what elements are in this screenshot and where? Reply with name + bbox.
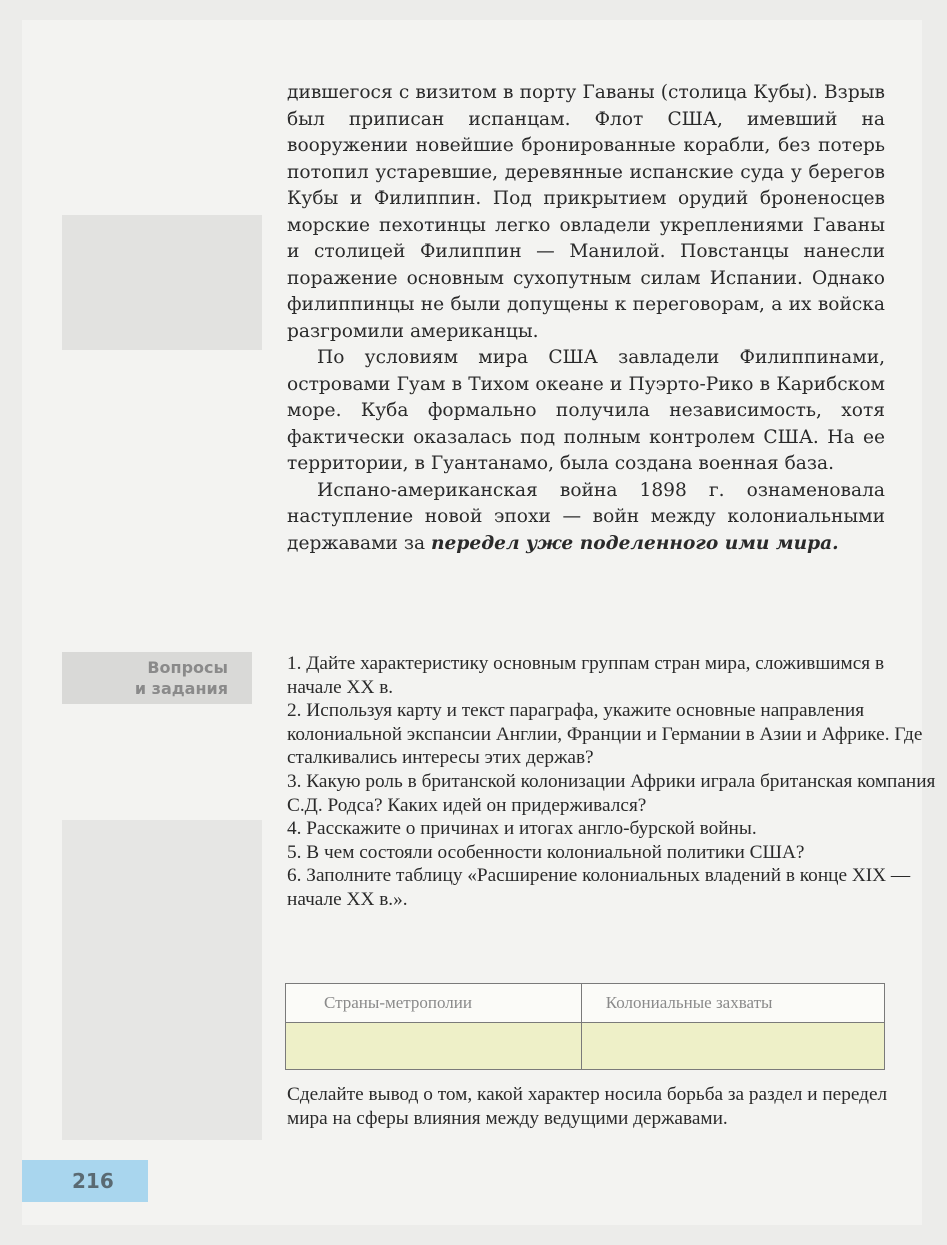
questions-section-label: [62, 652, 252, 704]
table-cell-empty: [286, 1023, 582, 1070]
paragraph: По условиям мира США завладели Филиппинами, островами Гуам в Тихом океане и Пуэрто-Рико в Карибском море. Куба формально получила независимость, хотя фактически оказалась под полным контролем США. На ее территории, в Гуантанамо, была создана военная база.: [287, 347, 885, 474]
table-header-cell: Колониальные захваты: [581, 984, 884, 1023]
paragraph: дившегося с визитом в порту Гаваны (столица Кубы). Взрыв был приписан испанцам. Флот США, имевший на вооружении новейшие бронированные корабли, без потерь потопил устаревшие, деревянные испанские суда у берегов Кубы и Филиппин. Под прикрытием орудий броненосцев морские пехотинцы легко овладели укреплениями Гаваны и столицей Филиппин — Манилой. Повстанцы нанесли поражение основным сухопутным силам Испании. Однако филиппинцы не были допущены к переговорам, а их войска разгромили американцы.: [287, 82, 885, 342]
main-text: [287, 80, 885, 557]
conclusion-task: Сделайте вывод о том, какой характер носила борьба за раздел и передел мира на сферы влияния между ведущими державами.: [287, 1084, 888, 1129]
label-line: и задания: [134, 679, 228, 698]
question-item: 3. Какую роль в британской колонизации Африки играла британская компания С.Д. Родса? Каких идей он придерживался?: [287, 770, 936, 816]
paragraph-text: Испано-американская война 1898 г. ознаменовала наступление новой эпохи — войн между колониальными державами за: [287, 479, 885, 554]
margin-shade-block: [62, 820, 262, 1140]
question-item: 6. Заполните таблицу «Расширение колониальных владений в конце XIX — начале XX в.».: [287, 865, 911, 910]
question-item: 4. Расскажите о причинах и итогах англо-бурской войны.: [287, 818, 757, 840]
table-header-row: [286, 984, 885, 1023]
question-item: 1. Дайте характеристику основным группам стран мира, сложившимся в начале XX в.: [287, 653, 885, 698]
page-number: 216: [22, 1160, 148, 1202]
question-item: 2. Используя карту и текст параграфа, укажите основные направления колониальной экспансии Англии, Франции и Германии в Азии и Африке. Где сталкивались интересы этих держав?: [287, 700, 923, 769]
margin-shade-block: [62, 215, 262, 350]
question-item: 5. В чем состояли особенности колониальной политики США?: [287, 841, 805, 863]
table-header-cell: Страны-метрополии: [286, 984, 582, 1023]
questions-list: [287, 652, 937, 912]
colonial-expansion-table: [285, 983, 885, 1070]
table-row: [286, 1023, 885, 1070]
label-line: Вопросы: [147, 658, 228, 677]
table-cell-empty: [581, 1023, 884, 1070]
emphasis-text: передел уже поделенного ими мира.: [431, 532, 839, 554]
paragraph: [287, 478, 885, 558]
